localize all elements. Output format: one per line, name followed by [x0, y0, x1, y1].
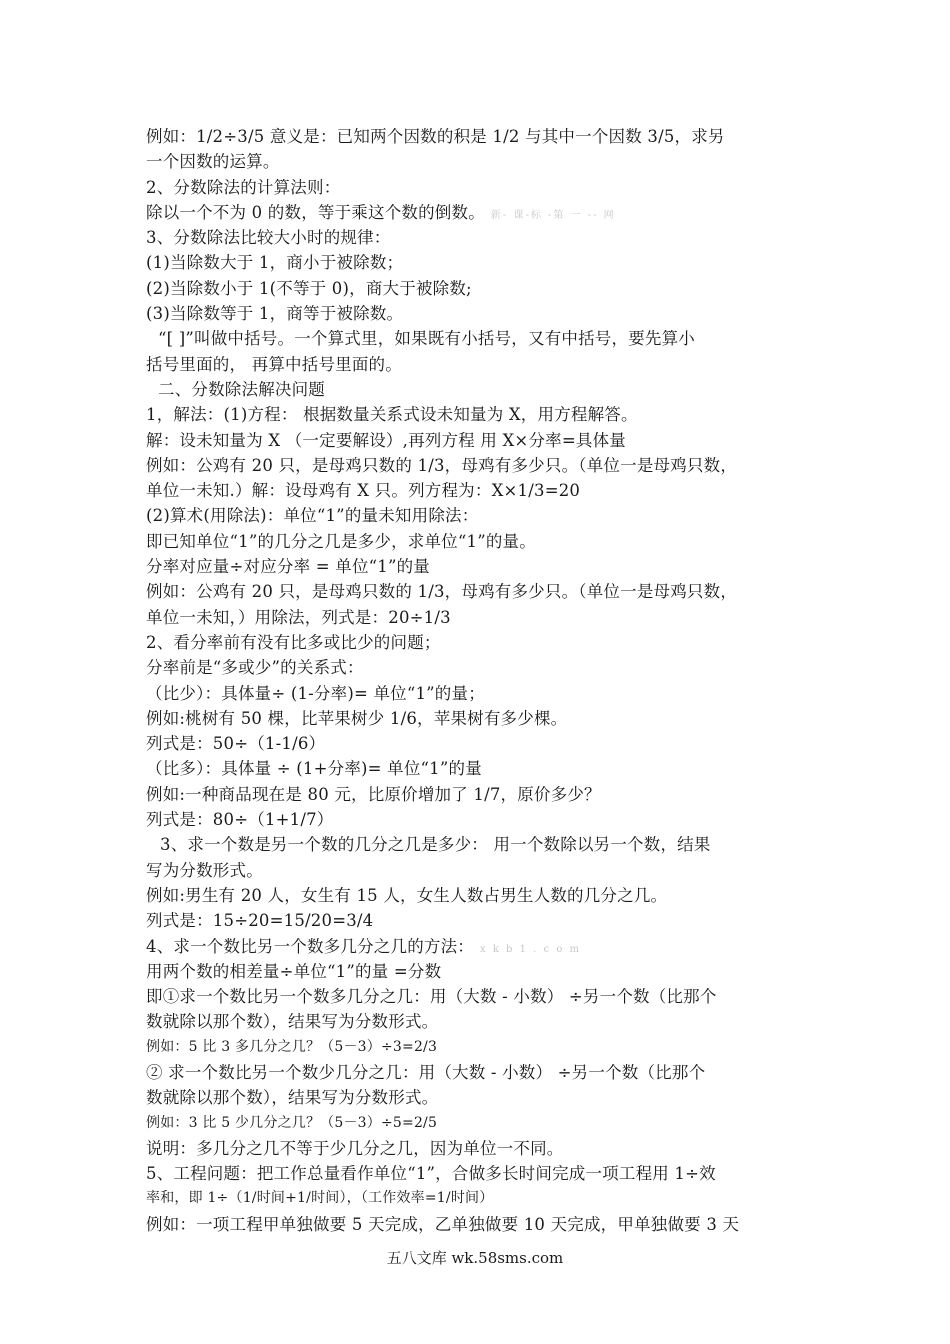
text-line: 一个因数的运算。: [146, 152, 280, 172]
text-line: 列式是：80÷（1+1/7）: [146, 810, 334, 830]
text-line: 分率前是“多或少”的关系式：: [146, 658, 364, 678]
text-line: 4、求一个数比另一个数多几分之几的方法：: [146, 936, 474, 956]
text-line: 单位一未知.）解：设母鸡有 X 只。列方程为：X×1/3=20: [146, 481, 581, 501]
watermark-text: 新- 课-标 -第 一 -- 网: [490, 209, 616, 221]
document-body: [146, 124, 816, 1237]
text-line: 列式是：15÷20=15/20=3/4: [146, 911, 374, 931]
text-line: (1)当除数大于 1，商小于被除数；: [146, 253, 404, 273]
text-line: (2)当除数小于 1(不等于 0)，商大于被除数;: [146, 278, 472, 298]
text-line: 即①求一个数比另一个数多几分之几：用（大数 - 小数） ÷另一个数（比那个: [146, 987, 717, 1007]
text-line: 说明：多几分之几不等于少几分之几，因为单位一不同。: [146, 1138, 564, 1158]
text-line: 即已知单位“1”的几分之几是多少，求单位“1”的量。: [146, 531, 536, 551]
text-line: 用两个数的相差量÷单位“1”的量 =分数: [146, 961, 442, 981]
text-line: （比多）：具体量 ÷ (1+分率)= 单位“1”的量: [146, 759, 482, 779]
text-line: 例如:桃树有 50 棵，比苹果树少 1/6，苹果树有多少棵。: [146, 708, 568, 728]
text-line: 列式是：50÷（1-1/6）: [146, 734, 326, 754]
text-line: 例如：公鸡有 20 只，是母鸡只数的 1/3，母鸡有多少只。（单位一是母鸡只数，: [146, 582, 738, 602]
text-line: 例如：公鸡有 20 只，是母鸡只数的 1/3，母鸡有多少只。（单位一是母鸡只数，: [146, 455, 738, 475]
text-line: 分率对应量÷对应分率 = 单位“1”的量: [146, 557, 431, 577]
text-line-with-watermark: [146, 200, 816, 225]
text-line: 单位一未知，）用除法，列式是：20÷1/3: [146, 607, 451, 627]
text-line: (2)算术(用除法)：单位“1”的量未知用除法：: [146, 506, 479, 526]
text-line: 5、工程问题：把工作总量看作单位“1”，合做多长时间完成一项工程用 1÷效: [146, 1164, 716, 1184]
text-line: 3、求一个数是另一个数的几分之几是多少： 用一个数除以另一个数，结果: [160, 835, 711, 855]
text-line: 数就除以那个数），结果写为分数形式。: [146, 1088, 439, 1108]
text-line: 除以一个不为 0 的数，等于乘这个数的倒数。: [146, 202, 485, 222]
text-line: 率和，即 1÷（1/时间+1/时间），（工作效率=1/时间）: [146, 1190, 494, 1207]
text-line: 2、看分率前有没有比多或比少的问题；: [146, 632, 441, 652]
text-line: “[ ]”叫做中括号。一个算式里，如果既有小括号，又有中括号，要先算小: [158, 329, 695, 349]
text-line: （比少）：具体量÷ (1-分率)= 单位“1”的量；: [146, 683, 485, 703]
text-line: 1，解法：(1)方程： 根据数量关系式设未知量为 X，用方程解答。: [146, 405, 638, 425]
text-line: 例如:一种商品现在是 80 元，比原价增加了 1/7，原价多少？: [146, 784, 601, 804]
text-line: 括号里面的， 再算中括号里面的。: [146, 354, 402, 374]
text-line: 例如：3 比 5 少几分之几？（5－3）÷5=2/5: [146, 1114, 438, 1131]
text-line: 解：设未知量为 X （一定要解设）,再列方程 用 X×分率=具体量: [146, 430, 626, 450]
watermark-text: x k b 1 . c o m: [480, 943, 581, 955]
text-line: 3、分数除法比较大小时的规律：: [146, 228, 391, 248]
text-line: 数就除以那个数），结果写为分数形式。: [146, 1012, 439, 1032]
section-heading: 二、分数除法解决问题: [158, 379, 325, 399]
text-line: 例如：1/2÷3/5 意义是：已知两个因数的积是 1/2 与其中一个因数 3/5，求另: [146, 127, 725, 146]
text-line: 例如:男生有 20 人，女生有 15 人，女生人数占男生人数的几分之几。: [146, 885, 668, 905]
text-line: (3)当除数等于 1，商等于被除数。: [146, 304, 404, 324]
page-footer: 五八文库 wk.58sms.com: [386, 1249, 564, 1267]
text-line: 例如：一项工程甲单独做要 5 天完成，乙单独做要 10 天完成，甲单独做要 3 天: [146, 1214, 740, 1234]
text-line-with-watermark: [146, 934, 816, 959]
text-line: 2、分数除法的计算法则：: [146, 177, 341, 197]
text-line: 例如：5 比 3 多几分之几？（5－3）÷3=2/3: [146, 1038, 438, 1055]
text-line: 写为分数形式。: [146, 860, 263, 880]
text-line: ② 求一个数比另一个数少几分之几：用（大数 - 小数） ÷另一个数（比那个: [146, 1062, 706, 1082]
